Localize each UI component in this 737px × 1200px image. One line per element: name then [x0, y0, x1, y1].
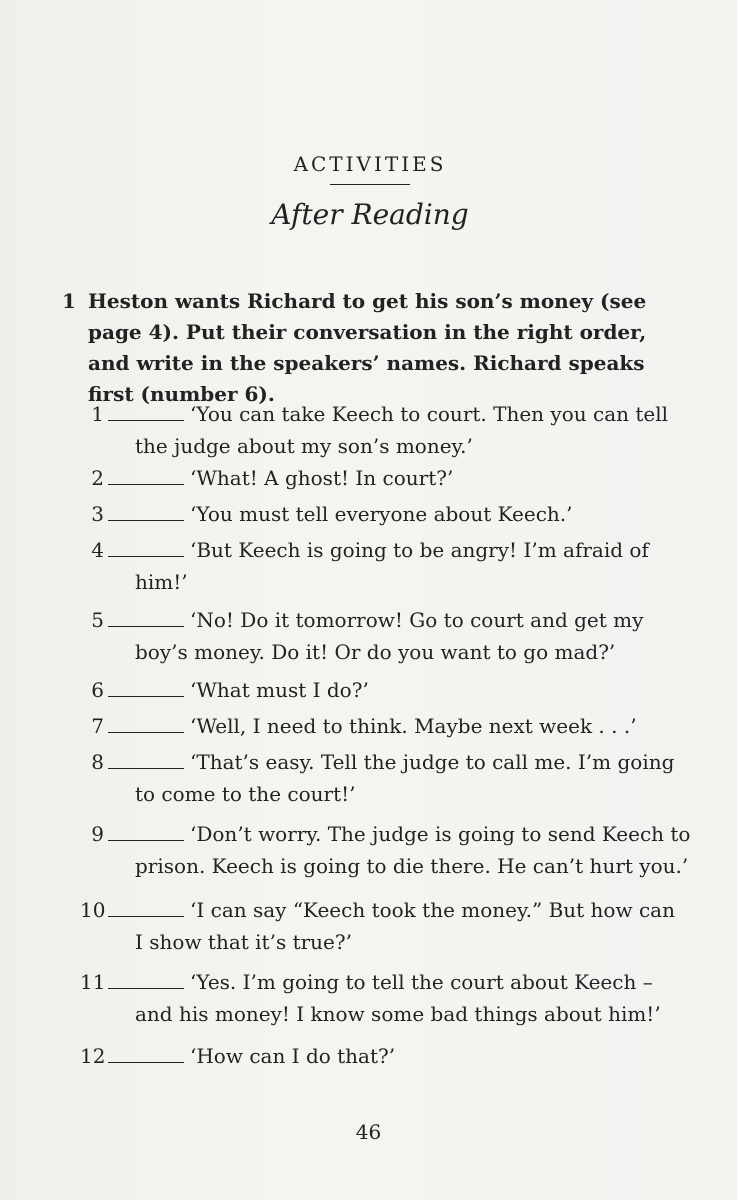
item-line-continued: boy’s money. Do it! Or do you want to go mad?’ [135, 640, 616, 664]
item-number: 9 [91, 822, 104, 846]
item-number: 10 [80, 898, 106, 922]
answer-blank[interactable] [108, 556, 184, 557]
list-item [80, 398, 700, 462]
list-item [80, 674, 700, 706]
item-number: 7 [91, 714, 104, 738]
page-number: 46 [355, 1120, 382, 1144]
item-number: 4 [91, 538, 104, 562]
item-line-continued: the judge about my son’s money.’ [135, 434, 473, 458]
exercise-instruction [62, 286, 682, 410]
item-line-continued: him!’ [135, 570, 188, 594]
list-item [80, 498, 700, 530]
item-line: ‘How can I do that?’ [190, 1044, 396, 1068]
answer-blank[interactable] [108, 840, 184, 841]
item-number: 6 [91, 678, 104, 702]
list-item [80, 462, 700, 494]
exercise-number: 1 [62, 289, 76, 313]
answer-blank[interactable] [108, 988, 184, 989]
list-item [80, 746, 700, 810]
item-line-continued: I show that it’s true?’ [135, 930, 352, 954]
list-item [80, 818, 700, 882]
list-item [80, 1040, 700, 1072]
answer-blank[interactable] [108, 916, 184, 917]
list-item [80, 966, 700, 1030]
item-line: ‘What! A ghost! In court?’ [190, 466, 454, 490]
item-number: 2 [91, 466, 104, 490]
item-number: 5 [91, 608, 104, 632]
answer-blank[interactable] [108, 484, 184, 485]
section-heading: ACTIVITIES [293, 152, 447, 176]
answer-blank[interactable] [108, 420, 184, 421]
answer-blank[interactable] [108, 696, 184, 697]
list-item [80, 894, 700, 958]
list-item [80, 604, 700, 668]
item-number: 8 [91, 750, 104, 774]
item-line: ‘You must tell everyone about Keech.’ [190, 502, 573, 526]
list-item [80, 534, 700, 598]
answer-blank[interactable] [108, 626, 184, 627]
item-line: ‘Yes. I’m going to tell the court about Keech – [190, 970, 653, 994]
item-line: ‘What must I do?’ [190, 678, 369, 702]
item-line: ‘No! Do it tomorrow! Go to court and get my [190, 608, 644, 632]
section-subtitle: After Reading [271, 198, 469, 231]
heading-divider [330, 184, 410, 185]
item-number: 11 [80, 970, 106, 994]
item-line: ‘Well, I need to think. Maybe next week . . .’ [190, 714, 637, 738]
item-line-continued: to come to the court!’ [135, 782, 356, 806]
answer-blank[interactable] [108, 768, 184, 769]
answer-blank[interactable] [108, 520, 184, 521]
item-line-continued: and his money! I know some bad things about him!’ [135, 1002, 661, 1026]
list-item [80, 710, 700, 742]
item-number: 12 [80, 1044, 106, 1068]
item-line: ‘You can take Keech to court. Then you can tell [190, 402, 669, 426]
answer-blank[interactable] [108, 1062, 184, 1063]
exercise-text: Heston wants Richard to get his son’s money (see page 4). Put their conversation in the right order, and write in the speakers’ names. Richard speaks first (number 6). [88, 289, 647, 406]
item-line: ‘I can say “Keech took the money.” But how can [190, 898, 675, 922]
item-number: 1 [91, 402, 104, 426]
answer-blank[interactable] [108, 732, 184, 733]
item-line-continued: prison. Keech is going to die there. He can’t hurt you.’ [135, 854, 689, 878]
item-number: 3 [91, 502, 104, 526]
item-line: ‘That’s easy. Tell the judge to call me. I’m going [190, 750, 675, 774]
item-line: ‘Don’t worry. The judge is going to send Keech to [190, 822, 691, 846]
item-line: ‘But Keech is going to be angry! I’m afraid of [190, 538, 649, 562]
